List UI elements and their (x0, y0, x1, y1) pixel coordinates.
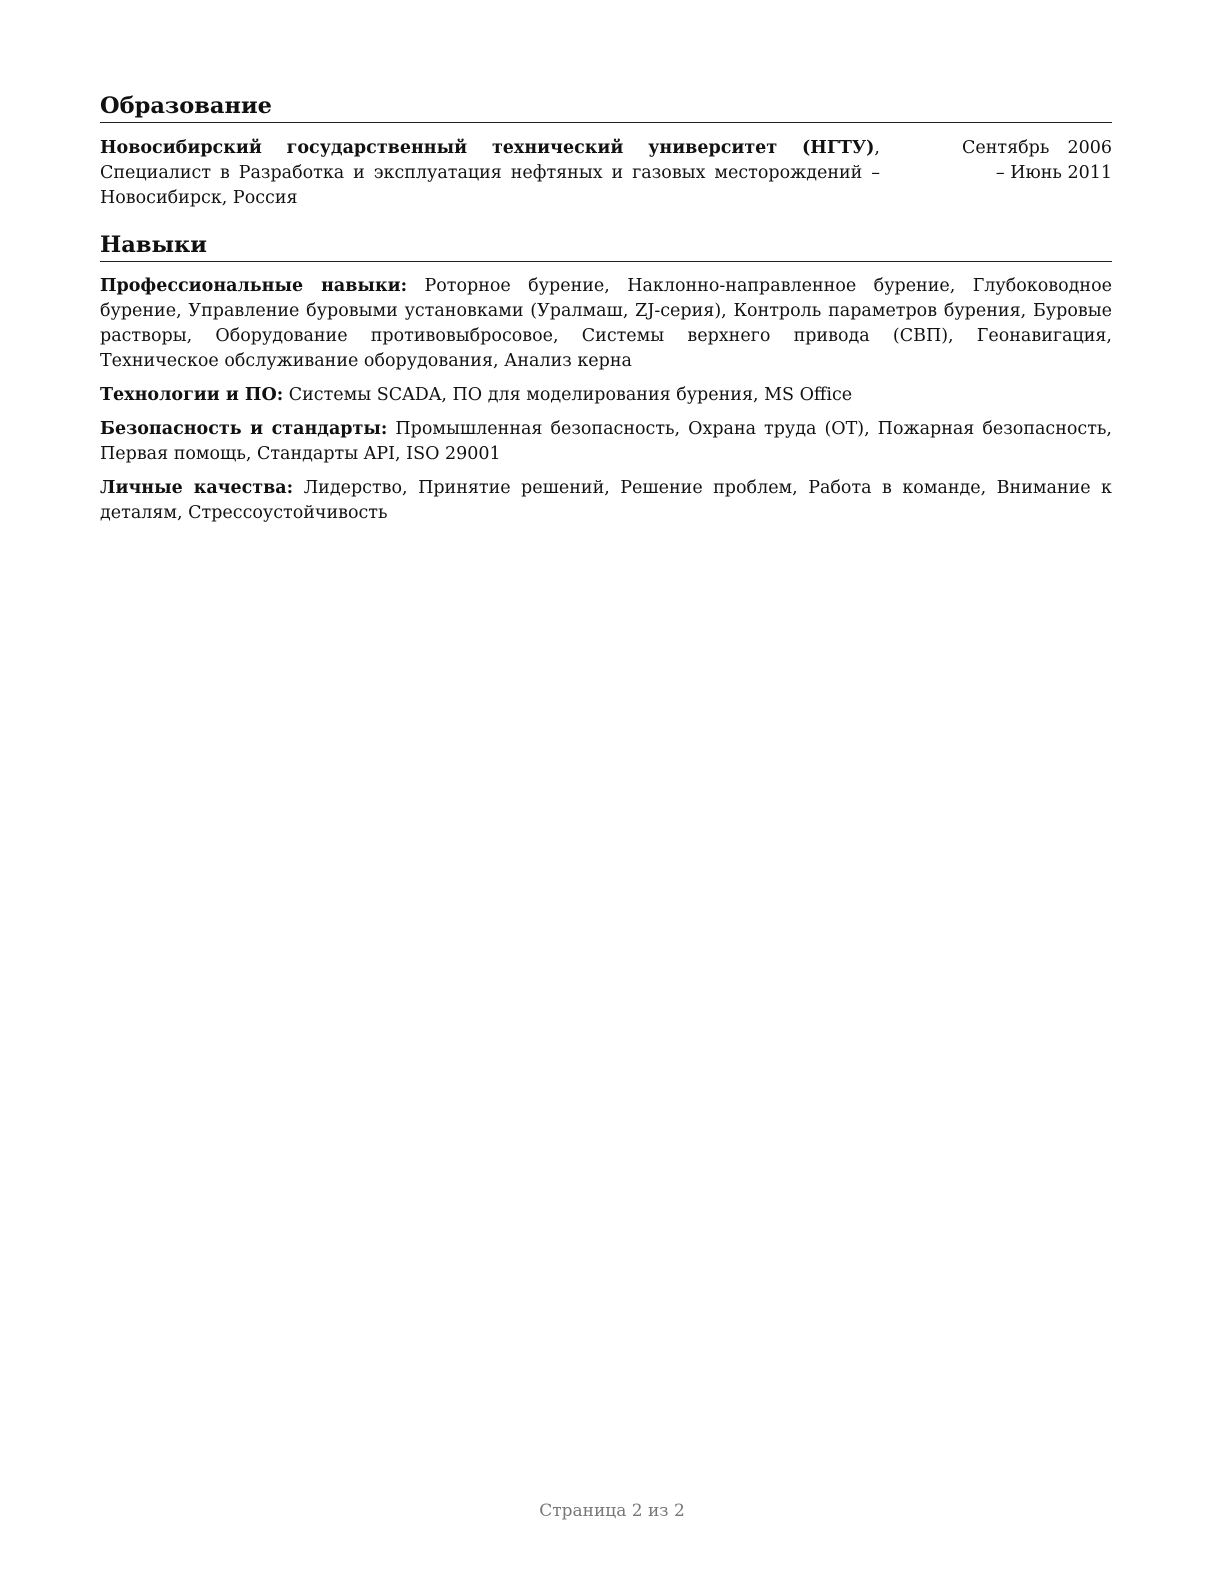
skill-item-professional (100, 274, 1112, 374)
skill-text: Лидерство, Принятие решений, Решение проблем, Работа в команде, Внимание к деталям, Стрессоустойчивость (100, 478, 1112, 523)
skill-item-technologies (100, 383, 1112, 408)
skill-line (100, 417, 1112, 467)
education-heading: Образование (100, 92, 1112, 123)
education-dates: Сентябрь 2006 – Июнь 2011 (962, 138, 1112, 183)
resume-page (100, 92, 1112, 546)
education-entry-main (100, 136, 880, 211)
skill-text: Промышленная безопасность, Охрана труда (ОТ), Пожарная безопасность, Первая помощь, Стандарты API, ISO 29001 (100, 419, 1112, 464)
skill-label: Безопасность и стандарты: (100, 419, 388, 439)
skill-label: Профессиональные навыки: (100, 276, 408, 296)
education-entry (100, 136, 1112, 211)
skill-label: Технологии и ПО: (100, 385, 284, 405)
skill-text: Системы SCADA, ПО для моделирования бурения, MS Office (283, 385, 853, 405)
skills-heading: Навыки (100, 231, 1112, 262)
skill-line (100, 383, 1112, 408)
skill-item-personal (100, 476, 1112, 526)
skills-section (100, 231, 1112, 526)
skill-label: Личные качества: (100, 478, 294, 498)
skill-text: Роторное бурение, Наклонно-направленное бурение, Глубоководное бурение, Управление буровыми установками (Уралмаш, ZJ-серия), Контроль параметров бурения, Буровые растворы, Оборудование противовыбросовое, Системы верхнего привода (СВП), Геонавигация, Техническое обслуживание оборудования, Анализ керна (100, 276, 1112, 371)
skill-line (100, 476, 1112, 526)
page-number-footer: Страница 2 из 2 (539, 1501, 685, 1521)
institution-name: Новосибирский государственный технический университет (НГТУ) (100, 138, 875, 158)
skill-item-safety (100, 417, 1112, 467)
skill-line (100, 274, 1112, 374)
education-section (100, 92, 1112, 211)
education-details: , Специалист в Разработка и эксплуатация нефтяных и газовых месторождений – Новосибирск, Россия (100, 138, 880, 208)
